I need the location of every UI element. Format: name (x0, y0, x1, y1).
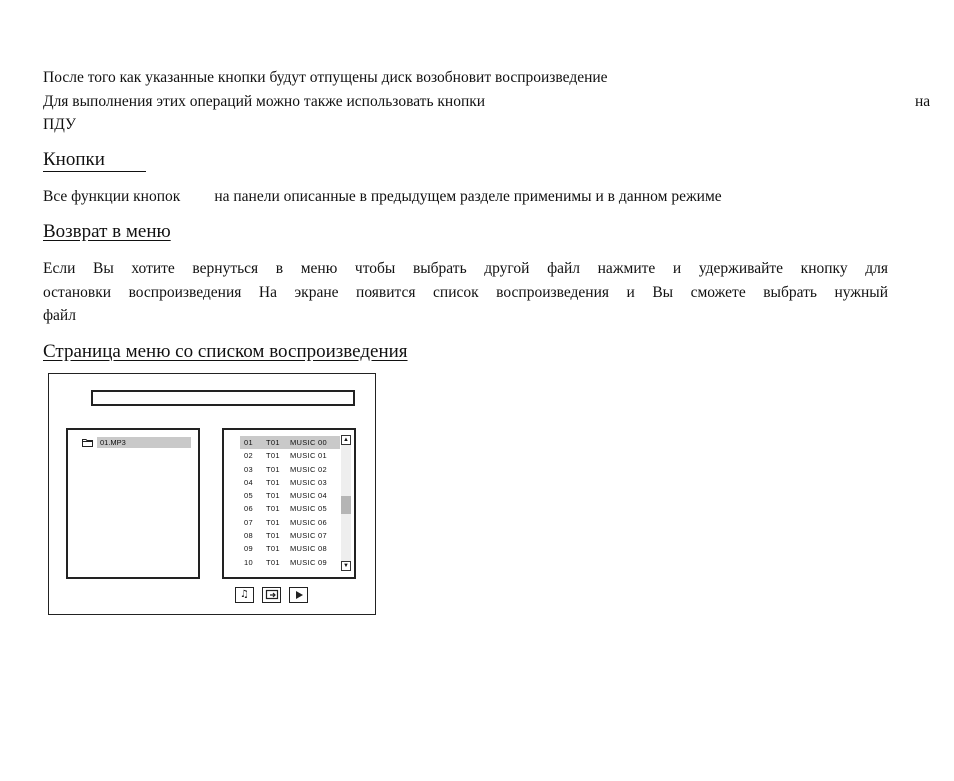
file-pane (222, 428, 356, 579)
paragraph-part: Все функции кнопок (43, 188, 181, 205)
play-icon[interactable] (289, 587, 308, 603)
scroll-down-icon[interactable]: ▼ (341, 561, 351, 571)
scroll-up-icon[interactable]: ▲ (341, 435, 351, 445)
track-num: 06 (244, 504, 253, 514)
paragraph-line (43, 257, 888, 281)
track-title: T01 (266, 531, 280, 541)
track-row[interactable] (240, 529, 340, 542)
track-name: MUSIC 07 (290, 531, 327, 541)
track-row[interactable] (240, 476, 340, 489)
track-row[interactable] (240, 556, 340, 569)
music-note-icon[interactable]: ♫ (235, 587, 254, 603)
track-name: MUSIC 05 (290, 504, 327, 514)
paragraph-line-end: на (915, 92, 931, 110)
heading-buttons (43, 149, 146, 172)
track-name: MUSIC 03 (290, 477, 327, 487)
repeat-icon[interactable] (262, 587, 281, 603)
paragraph-line: Для выполнения этих операций можно также использовать кнопки (43, 92, 486, 110)
paragraph-return-menu (43, 257, 888, 328)
playlist-menu-screen (48, 373, 376, 615)
track-row[interactable] (240, 449, 340, 462)
heading-return-menu: Возврат в меню (43, 221, 171, 242)
track-num: 07 (244, 517, 253, 527)
track-list (240, 436, 340, 569)
track-num: 05 (244, 491, 253, 501)
paragraph-buttons-functions (43, 185, 722, 209)
track-title: T01 (266, 544, 280, 554)
track-num: 01 (244, 438, 253, 447)
track-name: MUSIC 06 (290, 517, 327, 527)
title-bar (91, 390, 355, 406)
track-num: 09 (244, 544, 253, 554)
track-title: T01 (266, 557, 280, 567)
scrollbar[interactable] (341, 435, 351, 571)
track-row[interactable] (240, 502, 340, 515)
track-num: 03 (244, 464, 253, 474)
paragraph-line (43, 185, 722, 209)
track-title: T01 (266, 517, 280, 527)
track-row[interactable] (240, 436, 340, 449)
paragraph-line: ПДУ (43, 116, 76, 133)
folder-icon (82, 438, 93, 447)
track-row[interactable] (240, 516, 340, 529)
paragraph-line: файл (43, 307, 76, 324)
track-num: 08 (244, 531, 253, 541)
paragraph-line: После того как указанные кнопки будут отпущены диск возобновит воспроизведение (43, 69, 608, 86)
track-name: MUSIC 04 (290, 491, 327, 501)
track-title: T01 (266, 451, 280, 461)
paragraph-part: Если Вы хотите вернуться в меню чтобы выбрать другой файл нажмите и удерживайте кнопку (43, 260, 848, 277)
track-name: MUSIC 00 (290, 438, 327, 447)
track-row[interactable] (240, 463, 340, 476)
scrollbar-thumb[interactable] (341, 496, 351, 514)
track-num: 10 (244, 557, 253, 567)
heading-buttons-text: Кнопки (43, 149, 105, 170)
track-row[interactable] (240, 489, 340, 502)
track-name: MUSIC 02 (290, 464, 327, 474)
track-name: MUSIC 01 (290, 451, 327, 461)
paragraph-release-buttons (43, 66, 931, 137)
folder-item[interactable] (82, 437, 191, 448)
track-title: T01 (266, 438, 280, 447)
paragraph-part: на панели описанные в предыдущем разделе применимы и в данном режиме (214, 188, 722, 205)
track-title: T01 (266, 504, 280, 514)
folder-pane (66, 428, 200, 579)
track-row[interactable] (240, 542, 340, 555)
track-name: MUSIC 09 (290, 557, 327, 567)
heading-playlist-menu: Страница меню со списком воспроизведения (43, 341, 408, 362)
track-title: T01 (266, 477, 280, 487)
folder-name: 01.MP3 (97, 437, 191, 448)
track-title: T01 (266, 464, 280, 474)
track-name: MUSIC 08 (290, 544, 327, 554)
track-title: T01 (266, 491, 280, 501)
track-num: 04 (244, 477, 253, 487)
paragraph-line: остановки воспроизведения На экране появится список воспроизведения и Вы сможете выбрать нужный (43, 283, 888, 301)
track-num: 02 (244, 451, 253, 461)
paragraph-part: для (865, 260, 888, 277)
